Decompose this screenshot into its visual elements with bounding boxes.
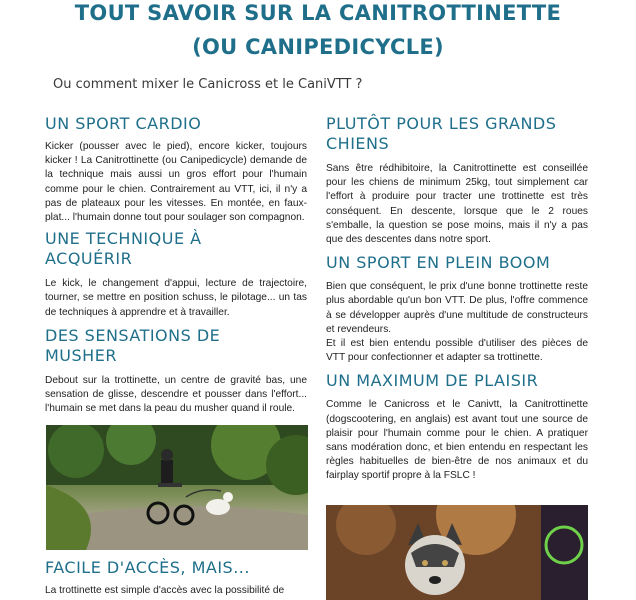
left-column <box>45 114 307 416</box>
page-title-line1: TOUT SAVOIR SUR LA CANITROTTINETTE <box>74 1 562 25</box>
photo-canitrottinette-forest <box>46 425 308 550</box>
heading-sport-cardio: UN SPORT CARDIO <box>45 114 202 133</box>
page-title-line2: (OU CANIPEDICYCLE) <box>192 35 444 59</box>
text-maximum-plaisir: Comme le Canicross et le Canivtt, la Canitrottinette (dogscootering, en anglais) est avant tout une source de plaisir pour l'humain comme pour le chien. A pratiquer sans modération donc, et bien entendu en respectant les règles habituelles de bien-être de nos animaux et du fairplay sportif propre à la FSLC ! <box>326 399 588 482</box>
heading-technique-line2: ACQUÉRIR <box>45 249 133 269</box>
heading-maximum-plaisir: UN MAXIMUM DE PLAISIR <box>326 371 539 391</box>
text-sensations: Debout sur la trottinette, un centre de gravité bas, une sensation de glisse, descendre et pousser dans l'effort... l'humain se met dans la peau du musher quand il roule. <box>45 374 307 415</box>
page-subtitle: Ou comment mixer le Canicross et le CaniVTT ? <box>53 77 363 92</box>
heading-grands-chiens-line2: CHIENS <box>326 134 390 153</box>
text-plein-boom-b: Et il est bien entendu possible d'utiliser des pièces de VTT pour confectionner et adapter sa trottinette. <box>326 338 588 364</box>
heading-technique-line1: UNE TECHNIQUE À <box>45 229 202 249</box>
heading-facile-acces: FACILE D'ACCÈS, MAIS... <box>45 558 250 577</box>
heading-grands-chiens-line1: PLUTÔT POUR LES GRANDS <box>326 114 557 133</box>
heading-sensations-line2: MUSHER <box>45 345 117 365</box>
text-facile-acces: La trottinette est simple d'accès avec la possibilité de <box>45 585 285 596</box>
text-grands-chiens: Sans être rédhibitoire, la Canitrottinette est conseillée pour les chiens de minimum 25kg, tout simplement car l'effort à produire pour tracter une trottinette est très conséquent. En descente, lorsque que le 2 roues s'emballe, la question se pose moins, mais il n'y a pas que des descentes dans notre sport. <box>326 163 588 246</box>
heading-plein-boom: UN SPORT EN PLEIN BOOM <box>326 253 551 273</box>
photo-husky-trottinette <box>326 505 588 600</box>
husky-illustration <box>326 505 588 600</box>
right-column <box>326 114 588 484</box>
text-sport-cardio: Kicker (pousser avec le pied), encore kicker, toujours kicker ! La Canitrottinette (ou Canipedicycle) demande de la technique mais aussi un gros effort pour l'humain comme pour le chien. Contrairement au VTT, ici, il n'y a pas de plateaux pour les vitesses. En montée, en faux-plat... l'humain donne tout pour soulager son compagnon. <box>45 141 307 224</box>
text-technique: Le kick, le changement d'appui, lecture de trajectoire, tourner, se mettre en position schuss, le pilotage... un tas de techniques à apprendre et à travailler. <box>45 278 307 318</box>
heading-sensations-line1: DES SENSATIONS DE <box>45 325 221 345</box>
text-plein-boom-a: Bien que conséquent, le prix d'une bonne trottinette reste plus abordable qu'un bon VTT. De plus, l'offre commence à se développer auprès d'une multitude de constructeurs et revendeurs. <box>326 281 588 335</box>
forest-trail-illustration <box>46 425 308 550</box>
